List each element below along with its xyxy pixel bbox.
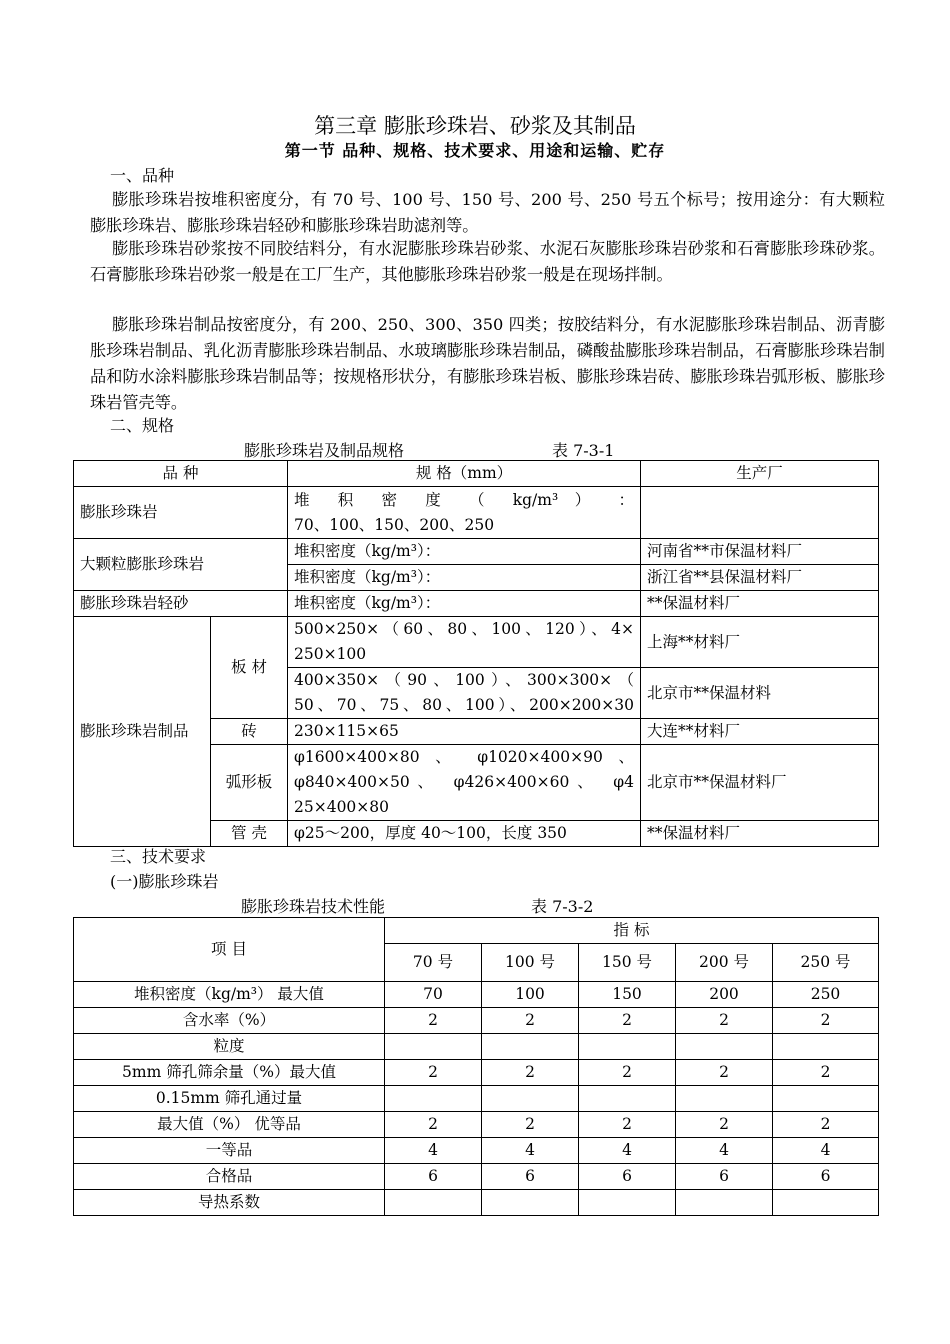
cell: **保温材料厂: [641, 821, 879, 847]
value-cell: 6: [676, 1164, 773, 1190]
value-cell: 2: [773, 1060, 879, 1086]
table-row: [74, 1112, 879, 1138]
value-cell: [385, 1034, 482, 1060]
value-cell: 2: [579, 1008, 676, 1034]
row-label: 合格品: [74, 1164, 385, 1190]
cell: 浙江省**县保温材料厂: [641, 565, 879, 591]
cell: φ25～200，厚度 40～100，长度 350: [288, 821, 641, 847]
value-cell: [482, 1034, 579, 1060]
heading-subsection: (一)膨胀珍珠岩: [110, 872, 219, 891]
cell-line: φ1600×400×80 、 φ1020×400×90 、: [294, 748, 634, 766]
table-row: [74, 539, 879, 565]
value-cell: 2: [773, 1008, 879, 1034]
cell-line: 500×250×（60、80、100、120）、4×: [294, 620, 634, 638]
value-cell: [482, 1190, 579, 1216]
heading-varieties: 一、品种: [110, 166, 175, 185]
cell-line: 400×350×（90、100）、300×300×（: [294, 671, 634, 689]
cell: [288, 617, 641, 668]
row-label: 堆积密度（kg/m³） 最大值: [74, 982, 385, 1008]
value-cell: 6: [773, 1164, 879, 1190]
table-row: [74, 617, 879, 668]
cell: 北京市**保温材料厂: [641, 745, 879, 821]
value-cell: 2: [482, 1008, 579, 1034]
cell: 膨胀珍珠岩: [74, 487, 288, 539]
header-cell: 指 标: [385, 918, 879, 944]
value-cell: 6: [579, 1164, 676, 1190]
table-row: [74, 1060, 879, 1086]
cell: 大连**材料厂: [641, 719, 879, 745]
value-cell: 4: [676, 1138, 773, 1164]
cell: 堆积密度（kg/m³）：: [288, 539, 641, 565]
header-cell: 70 号: [385, 944, 482, 982]
row-label: 0.15mm 筛孔通过量: [74, 1086, 385, 1112]
spec-table: [73, 460, 879, 847]
header-cell: 生产厂: [641, 461, 879, 487]
row-label: 含水率（%）: [74, 1008, 385, 1034]
cell: 砖: [211, 719, 288, 745]
table1-number: 表 7-3-1: [552, 441, 615, 460]
value-cell: 150: [579, 982, 676, 1008]
table-row: [74, 1086, 879, 1112]
value-cell: [579, 1034, 676, 1060]
section-title: 第一节 品种、规格、技术要求、用途和运输、贮存: [284, 141, 666, 160]
table-row: [74, 982, 879, 1008]
value-cell: [482, 1086, 579, 1112]
cell-line: 25×400×80: [294, 798, 390, 816]
header-cell: 150 号: [579, 944, 676, 982]
table-row: [74, 918, 879, 944]
tech-table: [73, 917, 879, 1216]
value-cell: 2: [482, 1060, 579, 1086]
value-cell: 250: [773, 982, 879, 1008]
cell: 上海**材料厂: [641, 617, 879, 668]
value-cell: 200: [676, 982, 773, 1008]
value-cell: [676, 1190, 773, 1216]
table-row: [74, 487, 879, 539]
value-cell: 4: [385, 1138, 482, 1164]
tech-table-body: [74, 982, 879, 1216]
cell: [288, 668, 641, 719]
cell: [641, 487, 879, 539]
cell: 管 壳: [211, 821, 288, 847]
value-cell: 2: [676, 1112, 773, 1138]
value-cell: [676, 1086, 773, 1112]
header-cell: 100 号: [482, 944, 579, 982]
value-cell: 2: [385, 1060, 482, 1086]
cell: 堆积密度（kg/m³）：: [288, 591, 641, 617]
heading-specs: 二、规格: [110, 416, 175, 435]
value-cell: [385, 1190, 482, 1216]
row-label: 最大值（%） 优等品: [74, 1112, 385, 1138]
value-cell: 4: [579, 1138, 676, 1164]
table-row: [74, 1008, 879, 1034]
cell: 北京市**保温材料: [641, 668, 879, 719]
table2-number: 表 7-3-2: [531, 897, 594, 916]
cell: [288, 745, 641, 821]
value-cell: 70: [385, 982, 482, 1008]
cell-line: φ840×400×50、 φ426×400×60、 φ4: [294, 773, 634, 791]
header-cell: 项 目: [74, 918, 385, 982]
paragraph-2: 膨胀珍珠岩砂浆按不同胶结料分，有水泥膨胀珍珠岩砂浆、水泥石灰膨胀珍珠岩砂浆和石膏膨胀珍珠砂浆。石膏膨胀珍珠岩砂浆一般是在工厂生产，其他膨胀珍珠岩砂浆一般是在现场拌制。: [90, 239, 885, 284]
value-cell: [773, 1190, 879, 1216]
cell-line: 70、100、150、200、250: [294, 515, 495, 534]
cell: 膨胀珍珠岩轻砂: [74, 591, 288, 617]
cell: 河南省**市保温材料厂: [641, 539, 879, 565]
paragraph-1: 膨胀珍珠岩按堆积密度分，有 70 号、100 号、150 号、200 号、250 号五个标号；按用途分：有大颗粒膨胀珍珠岩、膨胀珍珠岩轻砂和膨胀珍珠岩助滤剂等。: [90, 190, 885, 235]
value-cell: [773, 1086, 879, 1112]
cell: 弧形板: [211, 745, 288, 821]
header-cell: 250 号: [773, 944, 879, 982]
value-cell: [385, 1086, 482, 1112]
value-cell: 2: [482, 1112, 579, 1138]
row-label: 5mm 筛孔筛余量（%）最大值: [74, 1060, 385, 1086]
cell: 板 材: [211, 617, 288, 719]
row-label: 一等品: [74, 1138, 385, 1164]
value-cell: 2: [676, 1008, 773, 1034]
value-cell: 6: [482, 1164, 579, 1190]
value-cell: 2: [385, 1008, 482, 1034]
cell-line: 250×100: [294, 645, 367, 663]
value-cell: [579, 1086, 676, 1112]
table-row: [74, 461, 879, 487]
value-cell: [773, 1034, 879, 1060]
table-row: [74, 1190, 879, 1216]
value-cell: [676, 1034, 773, 1060]
value-cell: 4: [482, 1138, 579, 1164]
table1-caption: 膨胀珍珠岩及制品规格: [244, 441, 405, 460]
row-label: 导热系数: [74, 1190, 385, 1216]
value-cell: [579, 1190, 676, 1216]
cell-line: 50、70、75、80、100）、200×200×30: [294, 696, 634, 714]
value-cell: 2: [579, 1112, 676, 1138]
value-cell: 100: [482, 982, 579, 1008]
table-row: [74, 1138, 879, 1164]
cell: 大颗粒膨胀珍珠岩: [74, 539, 288, 591]
table2-caption: 膨胀珍珠岩技术性能: [241, 897, 386, 916]
cell: [288, 487, 641, 539]
row-label: 粒度: [74, 1034, 385, 1060]
header-cell: 品 种: [74, 461, 288, 487]
paragraph-3: 膨胀珍珠岩制品按密度分，有 200、250、300、350 四类；按胶结料分，有水泥膨胀珍珠岩制品、沥青膨胀珍珠岩制品、乳化沥青膨胀珍珠岩制品、水玻璃膨胀珍珠岩制品，磷酸盐膨胀珍珠岩制品，石膏膨胀珍珠岩制品和防水涂料膨胀珍珠岩制品等；按规格形状分，有膨胀珍珠岩板、膨胀珍珠岩砖、膨胀珍珠岩弧形板、膨胀珍珠岩管壳等。: [90, 315, 885, 412]
cell: 堆积密度（kg/m³）：: [288, 565, 641, 591]
header-cell: 200 号: [676, 944, 773, 982]
value-cell: 2: [676, 1060, 773, 1086]
cell-line: 堆 积 密 度 （ kg/m³ ） ：: [294, 490, 634, 509]
header-cell: 规 格（mm）: [288, 461, 641, 487]
table-row: [74, 1034, 879, 1060]
chapter-title: 第三章 膨胀珍珠岩、砂浆及其制品: [314, 114, 636, 138]
value-cell: 6: [385, 1164, 482, 1190]
cell: 230×115×65: [288, 719, 641, 745]
cell: 膨胀珍珠岩制品: [74, 617, 211, 847]
value-cell: 2: [385, 1112, 482, 1138]
value-cell: 2: [773, 1112, 879, 1138]
table-row: [74, 591, 879, 617]
table-row: [74, 1164, 879, 1190]
value-cell: 2: [579, 1060, 676, 1086]
value-cell: 4: [773, 1138, 879, 1164]
cell: **保温材料厂: [641, 591, 879, 617]
heading-tech: 三、技术要求: [110, 847, 207, 866]
